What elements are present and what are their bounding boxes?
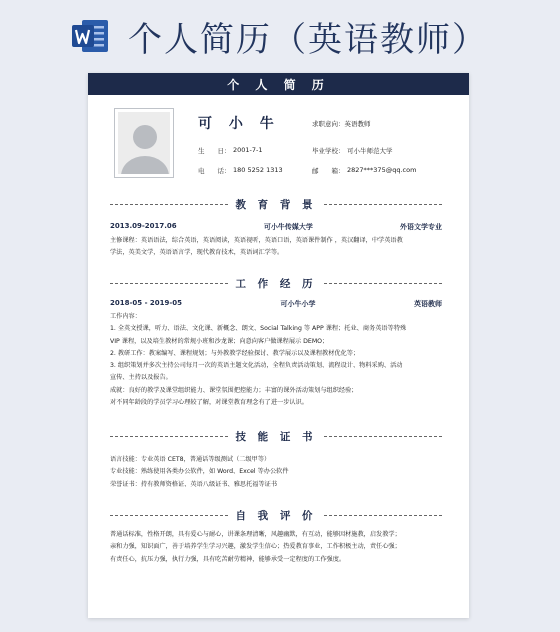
work-line: VIP 课程，以及培生教材的常规小班和沙龙课；向意向客户做课程展示 DEMO； — [110, 337, 329, 345]
phone-value: 180 5252 1313 — [233, 166, 283, 174]
education-details — [110, 235, 444, 260]
work-company: 可小牛小学 — [280, 300, 316, 308]
work-details — [110, 311, 444, 409]
education-school: 可小牛传媒大学 — [263, 223, 313, 231]
birth-label: 生 日： — [198, 147, 231, 155]
section-education-title: 教 育 背 景 — [235, 198, 317, 211]
education-period: 2013.09-2017.06 — [110, 222, 177, 230]
work-line: 宣传、主持以及报告。 — [110, 374, 172, 382]
work-line: 3. 组织策划并多次主持公司每月一次的英语主题文化活动，全程负责活动策划、流程设计、物料采购、活动 — [110, 362, 403, 370]
section-skills-title: 技 能 证 书 — [235, 430, 317, 443]
email-value: 2827***375@qq.com — [347, 166, 417, 174]
candidate-name: 可 小 牛 — [198, 116, 280, 132]
self-line: 有责任心，抗压力强，执行力强，具有吃苦耐劳精神，能够承受一定程度的工作强度。 — [110, 555, 346, 563]
resume-header-title: 个 人 简 历 — [88, 73, 469, 95]
phone-label: 电 话： — [198, 167, 231, 175]
skills-details — [110, 454, 444, 491]
school-value: 可小牛师范大学 — [347, 147, 393, 155]
resume-sheet — [88, 73, 469, 618]
section-education — [110, 197, 442, 211]
education-line: 主修课程：英语语法，综合英语，英语阅读，英语视听，英语口语，英语课件制作 ，英汉翻译，中学英语教 — [110, 237, 403, 244]
self-details — [110, 529, 444, 566]
avatar-photo — [114, 108, 174, 178]
education-major: 外语文学专业 — [399, 223, 442, 231]
top-banner — [0, 0, 560, 72]
section-skills — [110, 429, 442, 443]
work-line: 工作内容： — [110, 313, 141, 320]
work-line: 成就：良好的教学及课堂组织能力、课堂氛围把控能力；丰富的课外活动策划与组织经验； — [110, 386, 358, 394]
skills-line: 语言技能：专业英语 CET8，普通话等级测试（二级甲等） — [110, 456, 271, 463]
education-line: 学法，英美文学，英语语言学，现代教育技术，英语词汇学等。 — [110, 249, 284, 257]
work-row — [110, 299, 442, 309]
avatar-placeholder-icon — [118, 112, 170, 174]
email-label: 邮 箱： — [312, 167, 345, 175]
birth-value: 2001-7-1 — [233, 146, 263, 154]
banner-title: 个人简历（英语教师） — [128, 20, 488, 60]
section-self — [110, 508, 442, 522]
section-self-title: 自 我 评 价 — [235, 509, 317, 522]
work-line: 对不同年龄段的学员学习心理较了解，对课堂教育理念有了进一步认识。 — [110, 399, 308, 407]
word-icon — [70, 16, 110, 56]
self-line: 普通话标准，性格开朗，具有爱心与耐心，讲课条理清晰，风趣幽默，有互动，能够因材施教，启发教学； — [110, 531, 401, 538]
skills-line: 荣誉证书：持有教师资格证、英语八级证书、雅思托福等证书 — [110, 480, 278, 488]
section-work-title: 工 作 经 历 — [235, 277, 317, 290]
job-intention: 求职意向：英语教师 — [312, 120, 371, 128]
work-period: 2018-05 - 2019-05 — [110, 299, 183, 307]
education-row — [110, 222, 442, 232]
self-line: 亲和力强，知识面广，善于培养学生学习兴趣，激发学生信心；热爱教育事业，工作积极主动，责任心强； — [110, 543, 401, 551]
skills-line: 专业技能：熟练使用各类办公软件，如 Word、Excel 等办公软件 — [110, 468, 289, 476]
school-label: 毕业学校： — [312, 147, 345, 155]
work-line: 1. 全英文授课，听力、语法、文化课、新概念、朗文、Social Talking 等 APP 课程；托业、商务英语等特殊 — [110, 325, 407, 333]
work-position: 英语教师 — [413, 300, 442, 308]
work-line: 2. 教研工作：教案编写、课程规划；与外教教学经验探讨、教学展示以及课程教材优化等； — [110, 349, 360, 357]
section-work — [110, 276, 442, 290]
